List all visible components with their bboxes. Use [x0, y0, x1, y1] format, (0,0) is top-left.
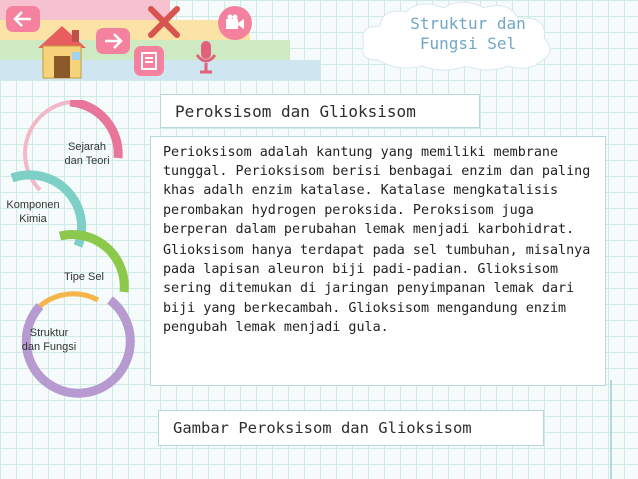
nav-item-komponen[interactable]	[4, 198, 62, 226]
section-title-box	[160, 94, 480, 128]
video-camera-icon[interactable]	[218, 6, 252, 40]
nav-item-tipe-sel[interactable]	[56, 270, 112, 284]
nav-item-sejarah-line1: Sejarah	[68, 141, 106, 153]
nav-item-sejarah-line2: dan Teori	[64, 155, 110, 167]
nav-item-tipe-sel-line1: Tipe Sel	[64, 271, 104, 283]
home-icon[interactable]	[34, 22, 90, 82]
figure-caption: Gambar Peroksisom dan Glioksisom	[173, 419, 472, 437]
close-x-icon[interactable]	[146, 4, 182, 40]
microphone-icon[interactable]	[190, 38, 222, 76]
nav-ring-orange	[40, 294, 98, 306]
paragraph-peroksisom: Perioksisom adalah kantung yang memiliki membrane tunggal. Perioksisom berisi benbagai enzim dan paling khas adalh enzim katalase. Katalase mengkatalisis perombakan hydrogen peroksida. Peroksisom juga berperan dalam perubahan lemak menjadi karbohidrat.	[163, 145, 591, 237]
nav-item-struktur-line2: dan Fungsi	[21, 341, 77, 353]
notes-icon[interactable]	[134, 46, 164, 76]
section-title: Peroksisom dan Glioksisom	[175, 101, 416, 121]
decor-line-right	[610, 380, 612, 479]
header-title	[388, 14, 548, 54]
nav-item-komponen-line1: Komponen	[6, 199, 60, 211]
paragraph-glioksisom: Glioksisom hanya terdapat pada sel tumbuhan, misalnya pada lapisan aleuron biji padi-padian. Glioksisom sering ditemukan di jaringan penyimpanan lemak dari biji yang berkecambah. Glioksisom mengandung enzim pengubah lemak menjadi gula.	[163, 243, 591, 335]
figure-caption-box	[158, 410, 544, 446]
content-panel	[150, 136, 606, 386]
nav-item-komponen-line2: Kimia	[19, 213, 47, 225]
nav-item-sejarah[interactable]	[56, 140, 118, 168]
nav-item-struktur-line1: Struktur	[29, 327, 69, 339]
nav-item-struktur[interactable]	[14, 326, 84, 354]
forward-arrow-icon[interactable]	[96, 28, 130, 54]
header-title-line1: Struktur dan	[410, 14, 526, 33]
header-title-line2: Fungsi Sel	[419, 34, 517, 53]
